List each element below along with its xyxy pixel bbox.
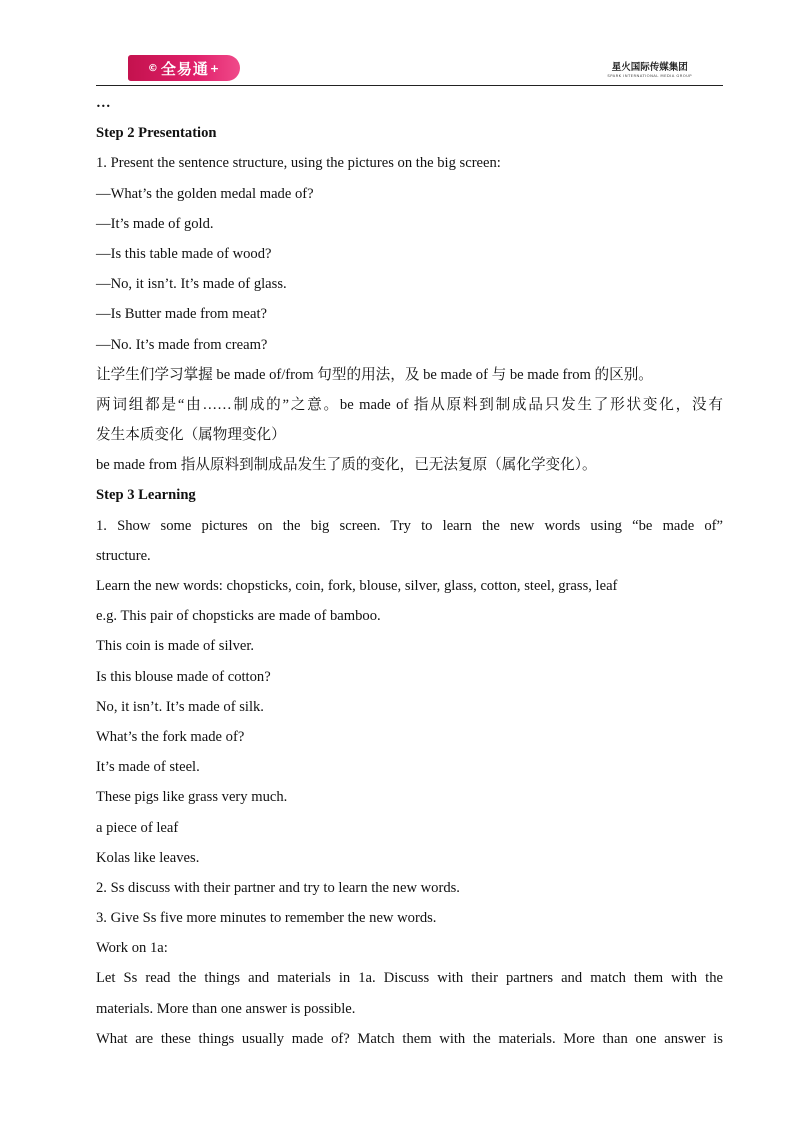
step3-heading: Step 3 Learning — [96, 487, 196, 504]
ellipsis: … — [96, 95, 111, 111]
dialogue-line: —No, it isn’t. It’s made of glass. — [96, 276, 287, 293]
example-line: Kolas like leaves. — [96, 849, 200, 866]
example-line: No, it isn’t. It’s made of silk. — [96, 698, 264, 715]
paragraph: Let Ss read the things and materials in 1a. Discuss with their partners and match them with the — [96, 970, 723, 987]
step2-heading: Step 2 Presentation — [96, 125, 217, 142]
paragraph: What are these things usually made of? Match them with the materials. More than one answer is — [96, 1030, 723, 1047]
example-line: What’s the fork made of? — [96, 728, 245, 745]
paragraph: 2. Ss discuss with their partner and try to learn the new words. — [96, 879, 460, 896]
example-line: It’s made of steel. — [96, 759, 200, 776]
header-divider — [96, 85, 723, 86]
example-line: This coin is made of silver. — [96, 638, 255, 655]
dialogue-line: —Is this table made of wood? — [96, 245, 272, 262]
chinese-note: 让学生们学习掌握 be made of/from 句型的用法，及 be made of 与 be made from 的区别。 — [96, 366, 653, 383]
page-header — [0, 0, 800, 92]
logo-text: 全易通 — [160, 59, 209, 78]
chinese-note: 发生本质变化（属物理变化） — [96, 427, 286, 444]
paragraph: Work on 1a: — [96, 940, 168, 957]
paragraph: 1. Show some pictures on the big screen. Try to learn the new words using “be made of” — [96, 517, 723, 534]
example-line: e.g. This pair of chopsticks are made of bamboo. — [96, 608, 381, 625]
paragraph: 1. Present the sentence structure, using the pictures on the big screen: — [96, 155, 501, 172]
brand-name-cn: 星火国际传媒集团 — [611, 62, 688, 73]
dialogue-line: —It’s made of gold. — [96, 215, 214, 232]
document-body — [96, 88, 723, 1054]
logo — [128, 55, 240, 81]
paragraph: materials. More than one answer is possible. — [96, 1000, 356, 1017]
chinese-note: be made from 指从原料到制成品发生了质的变化，已无法复原（属化学变化）。 — [96, 457, 597, 474]
example-line: These pigs like grass very much. — [96, 789, 288, 806]
brand-name-en: SPARK INTERNATIONAL MEDIA GROUP — [607, 73, 692, 78]
dialogue-line: —Is Butter made from meat? — [96, 306, 268, 323]
brand — [607, 62, 692, 79]
paragraph: 3. Give Ss five more minutes to remember the new words. — [96, 910, 437, 927]
copyright-icon: © — [147, 62, 159, 74]
plus-icon: + — [209, 61, 221, 75]
paragraph: Learn the new words: chopsticks, coin, fork, blouse, silver, glass, cotton, steel, grass, leaf — [96, 578, 618, 594]
example-line: a piece of leaf — [96, 819, 179, 836]
dialogue-line: —No. It’s made from cream? — [96, 336, 268, 353]
chinese-note: 两词组都是“由……制成的”之意。be made of 指从原料到制成品只发生了形状变化，没有 — [96, 396, 723, 413]
example-line: Is this blouse made of cotton? — [96, 668, 271, 685]
dialogue-line: —What’s the golden medal made of? — [96, 185, 314, 202]
paragraph: structure. — [96, 547, 151, 564]
